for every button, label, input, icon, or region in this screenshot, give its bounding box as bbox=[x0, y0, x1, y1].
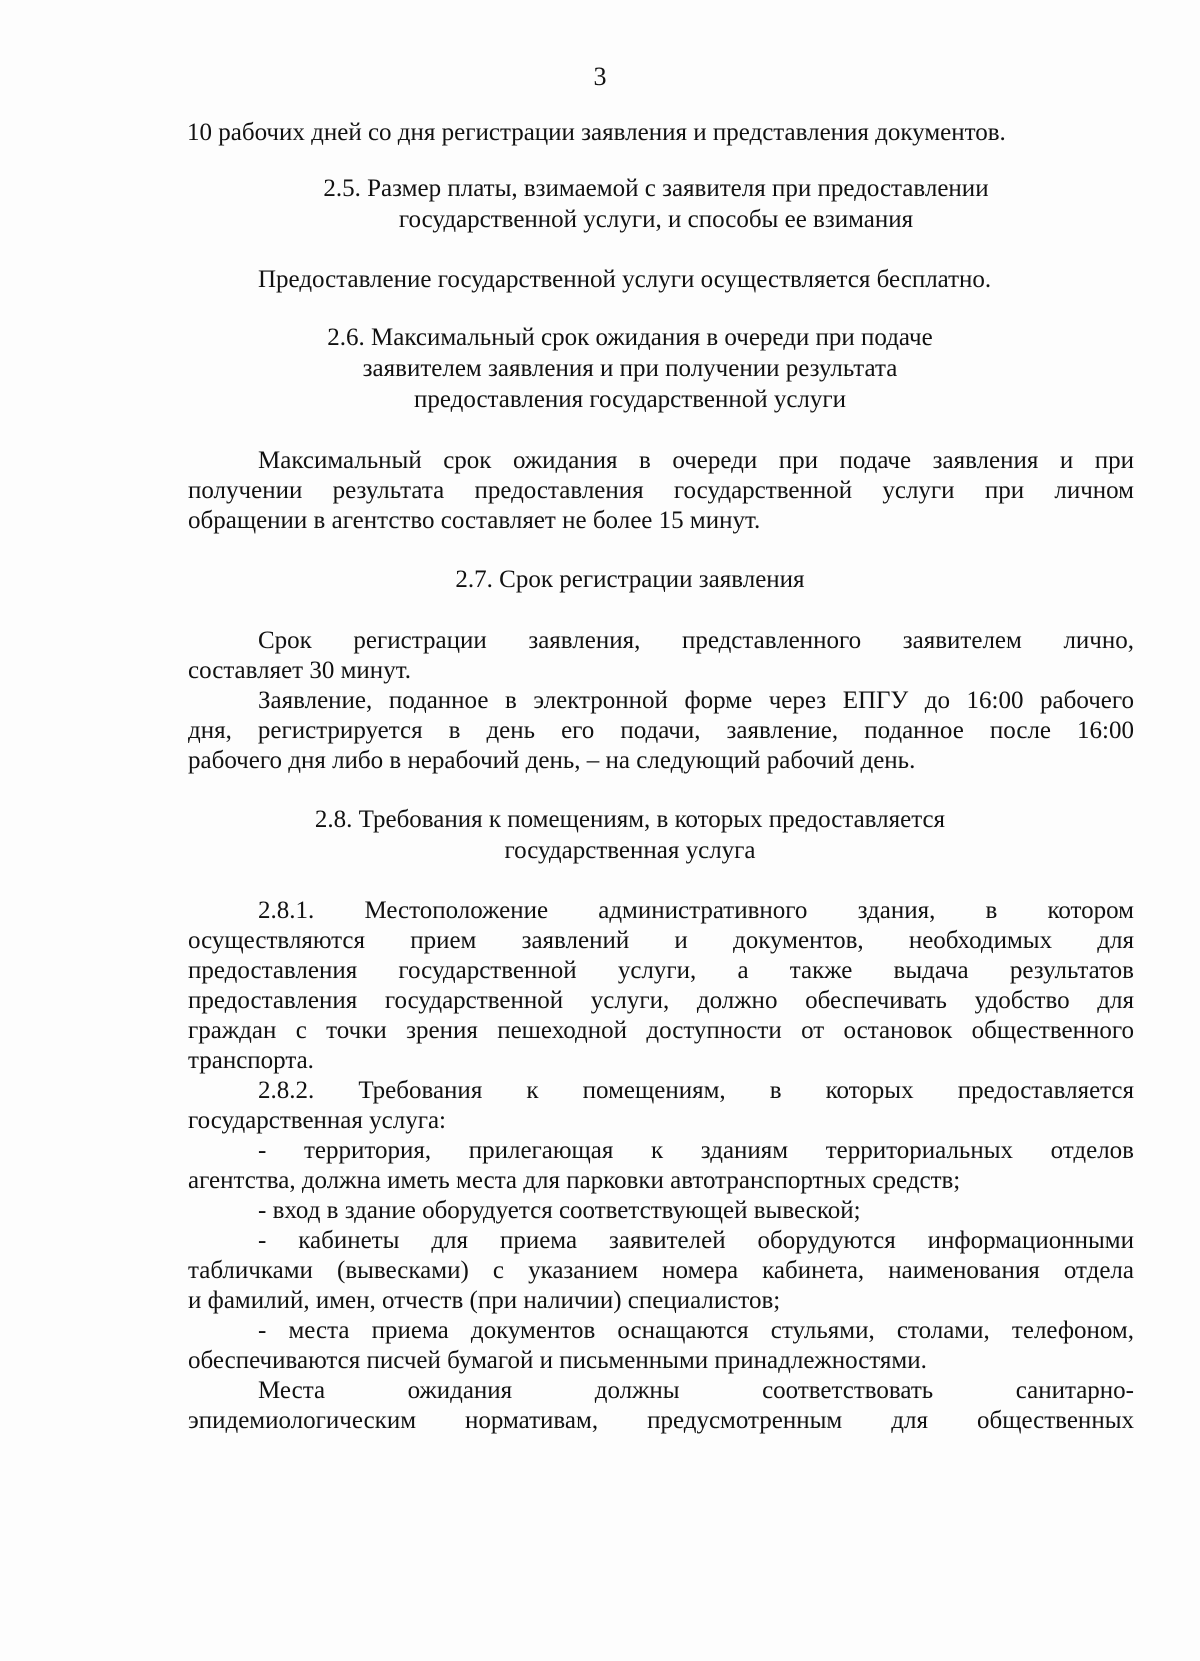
text-line: дня, регистрируется в день его подачи, заявление, поданное после 16:00 bbox=[188, 717, 1134, 744]
section-heading: государственная услуга bbox=[504, 837, 756, 864]
text-line: Заявление, поданное в электронной форме через ЕПГУ до 16:00 рабочего bbox=[258, 687, 1134, 714]
list-item: - места приема документов оснащаются стульями, столами, телефоном, bbox=[258, 1317, 1134, 1344]
text-line: осуществляются прием заявлений и документов, необходимых для bbox=[188, 927, 1134, 954]
list-item: - территория, прилегающая к зданиям территориальных отделов bbox=[258, 1137, 1134, 1164]
text-line: 10 рабочих дней со дня регистрации заявления и представления документов. bbox=[187, 119, 1006, 146]
text-line: Срок регистрации заявления, представленного заявителем лично, bbox=[258, 627, 1134, 654]
list-item: обеспечиваются писчей бумагой и письменными принадлежностями. bbox=[188, 1347, 927, 1374]
list-item: табличками (вывесками) с указанием номера кабинета, наименования отдела bbox=[188, 1257, 1134, 1284]
text-line: Места ожидания должны соответствовать санитарно- bbox=[258, 1377, 1134, 1404]
text-line: рабочего дня либо в нерабочий день, – на следующий рабочий день. bbox=[188, 747, 916, 774]
text-line: предоставления государственной услуги, а также выдача результатов bbox=[188, 957, 1134, 984]
text-line: составляет 30 минут. bbox=[188, 657, 411, 684]
section-heading: 2.7. Срок регистрации заявления bbox=[455, 566, 805, 593]
section-heading: предоставления государственной услуги bbox=[413, 386, 847, 413]
text-line: 2.8.2. Требования к помещениям, в которых предоставляется bbox=[258, 1077, 1134, 1104]
page-number: 3 bbox=[593, 62, 607, 91]
list-item: и фамилий, имен, отчеств (при наличии) специалистов; bbox=[188, 1287, 781, 1314]
text-line: обращении в агентство составляет не более 15 минут. bbox=[188, 507, 761, 534]
list-item: - кабинеты для приема заявителей оборудуются информационными bbox=[258, 1227, 1134, 1254]
section-heading: государственной услуги, и способы ее взимания bbox=[398, 206, 914, 233]
section-heading: 2.8. Требования к помещениям, в которых предоставляется bbox=[314, 806, 946, 833]
text-line: эпидемиологическим нормативам, предусмотренным для общественных bbox=[188, 1407, 1134, 1434]
text-line: Максимальный срок ожидания в очереди при подаче заявления и при bbox=[258, 447, 1134, 474]
section-heading: 2.6. Максимальный срок ожидания в очереди при подаче bbox=[327, 324, 933, 351]
list-item: - вход в здание оборудуется соответствующей вывеской; bbox=[258, 1197, 861, 1224]
text-line: получении результата предоставления государственной услуги при личном bbox=[188, 477, 1134, 504]
text-line: государственная услуга: bbox=[188, 1107, 447, 1134]
section-heading: 2.5. Размер платы, взимаемой с заявителя при предоставлении bbox=[323, 175, 989, 202]
text-line: Предоставление государственной услуги осуществляется бесплатно. bbox=[258, 266, 992, 293]
text-line: граждан с точки зрения пешеходной доступности от остановок общественного bbox=[188, 1017, 1134, 1044]
text-line: предоставления государственной услуги, должно обеспечивать удобство для bbox=[188, 987, 1134, 1014]
text-line: транспорта. bbox=[188, 1047, 314, 1074]
list-item: агентства, должна иметь места для парковки автотранспортных средств; bbox=[188, 1167, 961, 1194]
text-line: 2.8.1. Местоположение административного здания, в котором bbox=[258, 897, 1134, 924]
section-heading: заявителем заявления и при получении результата bbox=[362, 355, 898, 382]
